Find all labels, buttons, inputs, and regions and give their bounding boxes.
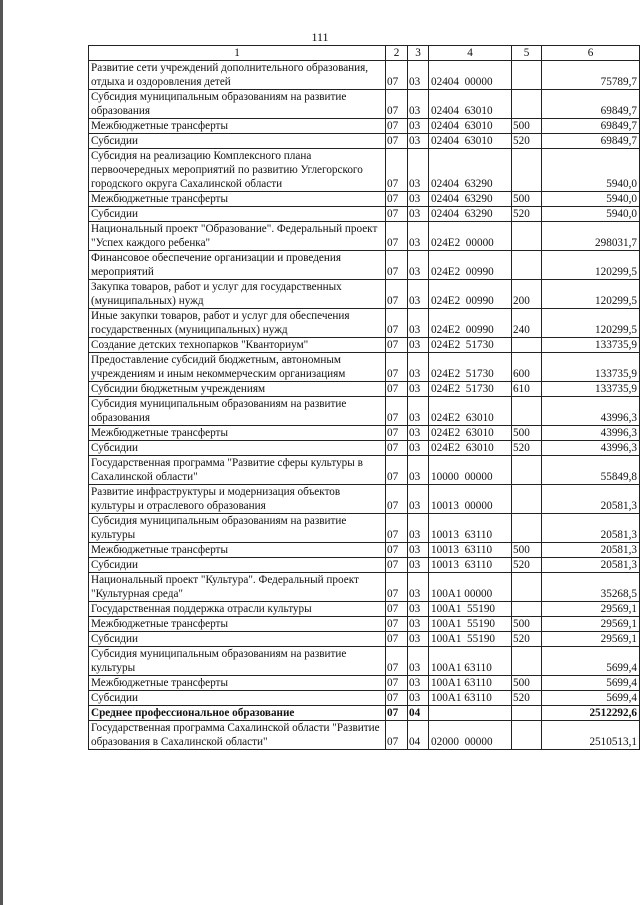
target-article-cell: 024E2 51730 bbox=[429, 338, 512, 353]
section-code-cell: 07 bbox=[386, 573, 408, 602]
table-row bbox=[89, 706, 640, 721]
expense-type-cell bbox=[512, 721, 542, 750]
table-row bbox=[89, 280, 640, 309]
section-code-cell: 07 bbox=[386, 149, 408, 192]
row-name-cell: Межбюджетные трансферты bbox=[89, 426, 386, 441]
expense-type-cell: 500 bbox=[512, 426, 542, 441]
target-article-cell: 02404 63290 bbox=[429, 192, 512, 207]
subsection-code-cell: 03 bbox=[408, 602, 429, 617]
table-row bbox=[89, 632, 640, 647]
amount-cell: 120299,5 bbox=[542, 251, 640, 280]
column-header: 1 bbox=[89, 46, 386, 61]
row-name-cell: Финансовое обеспечение организации и проведения мероприятий bbox=[89, 251, 386, 280]
amount-cell: 20581,3 bbox=[542, 558, 640, 573]
table-row bbox=[89, 485, 640, 514]
row-name-cell: Предоставление субсидий бюджетным, автономным учреждениям и иным некоммерческим организациям bbox=[89, 353, 386, 382]
section-code-cell: 07 bbox=[386, 485, 408, 514]
amount-cell: 69849,7 bbox=[542, 134, 640, 149]
page-number: 111 bbox=[311, 30, 329, 44]
expense-type-cell bbox=[512, 251, 542, 280]
table-row bbox=[89, 353, 640, 382]
row-name-cell: Субсидии бюджетным учреждениям bbox=[89, 382, 386, 397]
subsection-code-cell: 03 bbox=[408, 61, 429, 90]
section-code-cell: 07 bbox=[386, 251, 408, 280]
amount-cell: 133735,9 bbox=[542, 353, 640, 382]
section-code-cell: 07 bbox=[386, 353, 408, 382]
target-article-cell: 02404 63290 bbox=[429, 207, 512, 222]
column-header: 4 bbox=[429, 46, 512, 61]
amount-cell: 5699,4 bbox=[542, 676, 640, 691]
amount-cell: 75789,7 bbox=[542, 61, 640, 90]
expense-type-cell: 500 bbox=[512, 543, 542, 558]
row-name-cell: Государственная программа Сахалинской области "Развитие образования в Сахалинской области" bbox=[89, 721, 386, 750]
row-name-cell: Межбюджетные трансферты bbox=[89, 617, 386, 632]
subsection-code-cell: 03 bbox=[408, 382, 429, 397]
table-row bbox=[89, 558, 640, 573]
expense-type-cell: 500 bbox=[512, 192, 542, 207]
amount-cell: 29569,1 bbox=[542, 602, 640, 617]
subsection-code-cell: 03 bbox=[408, 632, 429, 647]
amount-cell: 133735,9 bbox=[542, 382, 640, 397]
subsection-code-cell: 03 bbox=[408, 207, 429, 222]
section-code-cell: 07 bbox=[386, 382, 408, 397]
expense-type-cell bbox=[512, 485, 542, 514]
row-name-cell: Субсидии bbox=[89, 134, 386, 149]
amount-cell: 120299,5 bbox=[542, 309, 640, 338]
amount-cell: 133735,9 bbox=[542, 338, 640, 353]
row-name-cell: Создание детских технопарков "Кванториум" bbox=[89, 338, 386, 353]
subsection-code-cell: 03 bbox=[408, 647, 429, 676]
row-name-cell: Субсидии bbox=[89, 441, 386, 456]
column-header: 2 bbox=[386, 46, 408, 61]
target-article-cell: 02404 63010 bbox=[429, 119, 512, 134]
row-name-cell: Закупка товаров, работ и услуг для государственных (муниципальных) нужд bbox=[89, 280, 386, 309]
table-row bbox=[89, 309, 640, 338]
target-article-cell: 100A1 63110 bbox=[429, 676, 512, 691]
amount-cell: 5699,4 bbox=[542, 691, 640, 706]
target-article-cell: 024E2 51730 bbox=[429, 353, 512, 382]
amount-cell: 2512292,6 bbox=[542, 706, 640, 721]
section-code-cell: 07 bbox=[386, 602, 408, 617]
column-header: 6 bbox=[542, 46, 640, 61]
table-row bbox=[89, 602, 640, 617]
table-row bbox=[89, 134, 640, 149]
row-name-cell: Субсидии bbox=[89, 691, 386, 706]
expense-type-cell: 500 bbox=[512, 617, 542, 632]
row-name-cell: Субсидии bbox=[89, 207, 386, 222]
expense-type-cell bbox=[512, 456, 542, 485]
section-code-cell: 07 bbox=[386, 721, 408, 750]
table-row bbox=[89, 251, 640, 280]
table-row bbox=[89, 119, 640, 134]
amount-cell: 5940,0 bbox=[542, 149, 640, 192]
expense-type-cell: 520 bbox=[512, 207, 542, 222]
target-article-cell: 024E2 63010 bbox=[429, 441, 512, 456]
section-code-cell: 07 bbox=[386, 558, 408, 573]
subsection-code-cell: 03 bbox=[408, 192, 429, 207]
target-article-cell: 024E2 51730 bbox=[429, 382, 512, 397]
expense-type-cell: 520 bbox=[512, 632, 542, 647]
target-article-cell: 100A1 55190 bbox=[429, 602, 512, 617]
target-article-cell: 100A1 63110 bbox=[429, 647, 512, 676]
row-name-cell: Субсидия муниципальным образованиям на развитие культуры bbox=[89, 647, 386, 676]
table-row bbox=[89, 222, 640, 251]
target-article-cell: 10000 00000 bbox=[429, 456, 512, 485]
section-code-cell: 07 bbox=[386, 456, 408, 485]
table-row bbox=[89, 573, 640, 602]
row-name-cell: Субсидия муниципальным образованиям на развитие образования bbox=[89, 397, 386, 426]
amount-cell: 298031,7 bbox=[542, 222, 640, 251]
section-code-cell: 07 bbox=[386, 192, 408, 207]
subsection-code-cell: 04 bbox=[408, 721, 429, 750]
table-row bbox=[89, 617, 640, 632]
expense-type-cell: 610 bbox=[512, 382, 542, 397]
section-code-cell: 07 bbox=[386, 397, 408, 426]
amount-cell: 20581,3 bbox=[542, 514, 640, 543]
subsection-code-cell: 03 bbox=[408, 251, 429, 280]
amount-cell: 69849,7 bbox=[542, 90, 640, 119]
row-name-cell: Национальный проект "Образование". Федеральный проект "Успех каждого ребенка" bbox=[89, 222, 386, 251]
expense-type-cell: 520 bbox=[512, 691, 542, 706]
expense-type-cell: 600 bbox=[512, 353, 542, 382]
expense-type-cell bbox=[512, 61, 542, 90]
amount-cell: 5940,0 bbox=[542, 207, 640, 222]
section-code-cell: 07 bbox=[386, 90, 408, 119]
subsection-code-cell: 03 bbox=[408, 426, 429, 441]
table-row bbox=[89, 441, 640, 456]
section-code-cell: 07 bbox=[386, 617, 408, 632]
subsection-code-cell: 03 bbox=[408, 485, 429, 514]
page-edge-line bbox=[0, 0, 3, 905]
table-row bbox=[89, 676, 640, 691]
expense-type-cell: 520 bbox=[512, 558, 542, 573]
row-name-cell: Межбюджетные трансферты bbox=[89, 676, 386, 691]
target-article-cell: 100A1 63110 bbox=[429, 691, 512, 706]
column-header: 3 bbox=[408, 46, 429, 61]
expense-type-cell bbox=[512, 706, 542, 721]
subsection-code-cell: 03 bbox=[408, 441, 429, 456]
expense-type-cell: 240 bbox=[512, 309, 542, 338]
expense-type-cell bbox=[512, 397, 542, 426]
table-row bbox=[89, 207, 640, 222]
amount-cell: 43996,3 bbox=[542, 397, 640, 426]
table-row bbox=[89, 192, 640, 207]
row-name-cell: Субсидия муниципальным образованиям на развитие культуры bbox=[89, 514, 386, 543]
amount-cell: 120299,5 bbox=[542, 280, 640, 309]
subsection-code-cell: 03 bbox=[408, 353, 429, 382]
target-article-cell: 02404 63010 bbox=[429, 134, 512, 149]
expense-type-cell: 200 bbox=[512, 280, 542, 309]
section-code-cell: 07 bbox=[386, 632, 408, 647]
subsection-code-cell: 03 bbox=[408, 90, 429, 119]
subsection-code-cell: 03 bbox=[408, 338, 429, 353]
target-article-cell: 024E2 00990 bbox=[429, 309, 512, 338]
row-name-cell: Развитие сети учреждений дополнительного образования, отдыха и оздоровления детей bbox=[89, 61, 386, 90]
expense-type-cell bbox=[512, 573, 542, 602]
expense-type-cell bbox=[512, 90, 542, 119]
expense-type-cell bbox=[512, 602, 542, 617]
expense-type-cell bbox=[512, 514, 542, 543]
target-article-cell bbox=[429, 706, 512, 721]
subsection-code-cell: 03 bbox=[408, 573, 429, 602]
amount-cell: 43996,3 bbox=[542, 426, 640, 441]
subsection-code-cell: 03 bbox=[408, 617, 429, 632]
section-code-cell: 07 bbox=[386, 280, 408, 309]
table-row bbox=[89, 338, 640, 353]
target-article-cell: 100A1 55190 bbox=[429, 617, 512, 632]
row-name-cell: Национальный проект "Культура". Федеральный проект "Культурная среда" bbox=[89, 573, 386, 602]
expense-type-cell: 500 bbox=[512, 119, 542, 134]
section-code-cell: 07 bbox=[386, 691, 408, 706]
column-header: 5 bbox=[512, 46, 542, 61]
amount-cell: 20581,3 bbox=[542, 485, 640, 514]
row-name-cell: Государственная программа "Развитие сферы культуры в Сахалинской области" bbox=[89, 456, 386, 485]
section-code-cell: 07 bbox=[386, 543, 408, 558]
table-row bbox=[89, 61, 640, 90]
table-row bbox=[89, 691, 640, 706]
expense-type-cell bbox=[512, 647, 542, 676]
target-article-cell: 10013 00000 bbox=[429, 485, 512, 514]
section-code-cell: 07 bbox=[386, 676, 408, 691]
target-article-cell: 02404 63290 bbox=[429, 149, 512, 192]
expense-type-cell bbox=[512, 338, 542, 353]
section-code-cell: 07 bbox=[386, 134, 408, 149]
section-code-cell: 07 bbox=[386, 119, 408, 134]
row-name-cell: Среднее профессиональное образование bbox=[89, 706, 386, 721]
subsection-code-cell: 03 bbox=[408, 134, 429, 149]
target-article-cell: 024E2 00990 bbox=[429, 280, 512, 309]
target-article-cell: 024E2 63010 bbox=[429, 426, 512, 441]
row-name-cell: Субсидия муниципальным образованиям на развитие образования bbox=[89, 90, 386, 119]
row-name-cell: Государственная поддержка отрасли культуры bbox=[89, 602, 386, 617]
target-article-cell: 10013 63110 bbox=[429, 558, 512, 573]
target-article-cell: 10013 63110 bbox=[429, 514, 512, 543]
subsection-code-cell: 04 bbox=[408, 706, 429, 721]
subsection-code-cell: 03 bbox=[408, 543, 429, 558]
section-code-cell: 07 bbox=[386, 426, 408, 441]
subsection-code-cell: 03 bbox=[408, 514, 429, 543]
target-article-cell: 02000 00000 bbox=[429, 721, 512, 750]
row-name-cell: Межбюджетные трансферты bbox=[89, 192, 386, 207]
row-name-cell: Субсидии bbox=[89, 632, 386, 647]
amount-cell: 20581,3 bbox=[542, 543, 640, 558]
subsection-code-cell: 03 bbox=[408, 676, 429, 691]
target-article-cell: 024E2 63010 bbox=[429, 397, 512, 426]
table-row bbox=[89, 397, 640, 426]
table-row bbox=[89, 721, 640, 750]
section-code-cell: 07 bbox=[386, 309, 408, 338]
table-row bbox=[89, 456, 640, 485]
subsection-code-cell: 03 bbox=[408, 119, 429, 134]
table-row bbox=[89, 149, 640, 192]
subsection-code-cell: 03 bbox=[408, 222, 429, 251]
section-code-cell: 07 bbox=[386, 222, 408, 251]
amount-cell: 5699,4 bbox=[542, 647, 640, 676]
amount-cell: 29569,1 bbox=[542, 632, 640, 647]
subsection-code-cell: 03 bbox=[408, 149, 429, 192]
target-article-cell: 02404 00000 bbox=[429, 61, 512, 90]
table-row bbox=[89, 382, 640, 397]
target-article-cell: 024E2 00000 bbox=[429, 222, 512, 251]
amount-cell: 43996,3 bbox=[542, 441, 640, 456]
amount-cell: 69849,7 bbox=[542, 119, 640, 134]
subsection-code-cell: 03 bbox=[408, 456, 429, 485]
column-number-row bbox=[89, 46, 640, 61]
row-name-cell: Развитие инфраструктуры и модернизация объектов культуры и отраслевого образования bbox=[89, 485, 386, 514]
row-name-cell: Иные закупки товаров, работ и услуг для обеспечения государственных (муниципальных) нужд bbox=[89, 309, 386, 338]
row-name-cell: Межбюджетные трансферты bbox=[89, 543, 386, 558]
table-row bbox=[89, 647, 640, 676]
section-code-cell: 07 bbox=[386, 207, 408, 222]
amount-cell: 29569,1 bbox=[542, 617, 640, 632]
table-row bbox=[89, 514, 640, 543]
row-name-cell: Межбюджетные трансферты bbox=[89, 119, 386, 134]
amount-cell: 2510513,1 bbox=[542, 721, 640, 750]
amount-cell: 55849,8 bbox=[542, 456, 640, 485]
amount-cell: 35268,5 bbox=[542, 573, 640, 602]
subsection-code-cell: 03 bbox=[408, 280, 429, 309]
section-code-cell: 07 bbox=[386, 61, 408, 90]
expense-type-cell: 520 bbox=[512, 441, 542, 456]
section-code-cell: 07 bbox=[386, 647, 408, 676]
expense-type-cell: 500 bbox=[512, 676, 542, 691]
amount-cell: 5940,0 bbox=[542, 192, 640, 207]
table-row bbox=[89, 426, 640, 441]
subsection-code-cell: 03 bbox=[408, 397, 429, 426]
target-article-cell: 024E2 00990 bbox=[429, 251, 512, 280]
target-article-cell: 10013 63110 bbox=[429, 543, 512, 558]
budget-table bbox=[88, 45, 640, 750]
target-article-cell: 100A1 00000 bbox=[429, 573, 512, 602]
expense-type-cell bbox=[512, 222, 542, 251]
section-code-cell: 07 bbox=[386, 338, 408, 353]
subsection-code-cell: 03 bbox=[408, 691, 429, 706]
subsection-code-cell: 03 bbox=[408, 558, 429, 573]
target-article-cell: 100A1 55190 bbox=[429, 632, 512, 647]
row-name-cell: Субсидия на реализацию Комплексного плана первоочередных мероприятий по развитию Углегорского городского округа Сахалинской области bbox=[89, 149, 386, 192]
target-article-cell: 02404 63010 bbox=[429, 90, 512, 119]
section-code-cell: 07 bbox=[386, 706, 408, 721]
row-name-cell: Субсидии bbox=[89, 558, 386, 573]
expense-type-cell: 520 bbox=[512, 134, 542, 149]
expense-type-cell bbox=[512, 149, 542, 192]
section-code-cell: 07 bbox=[386, 441, 408, 456]
table-row bbox=[89, 543, 640, 558]
table-row bbox=[89, 90, 640, 119]
subsection-code-cell: 03 bbox=[408, 309, 429, 338]
section-code-cell: 07 bbox=[386, 514, 408, 543]
